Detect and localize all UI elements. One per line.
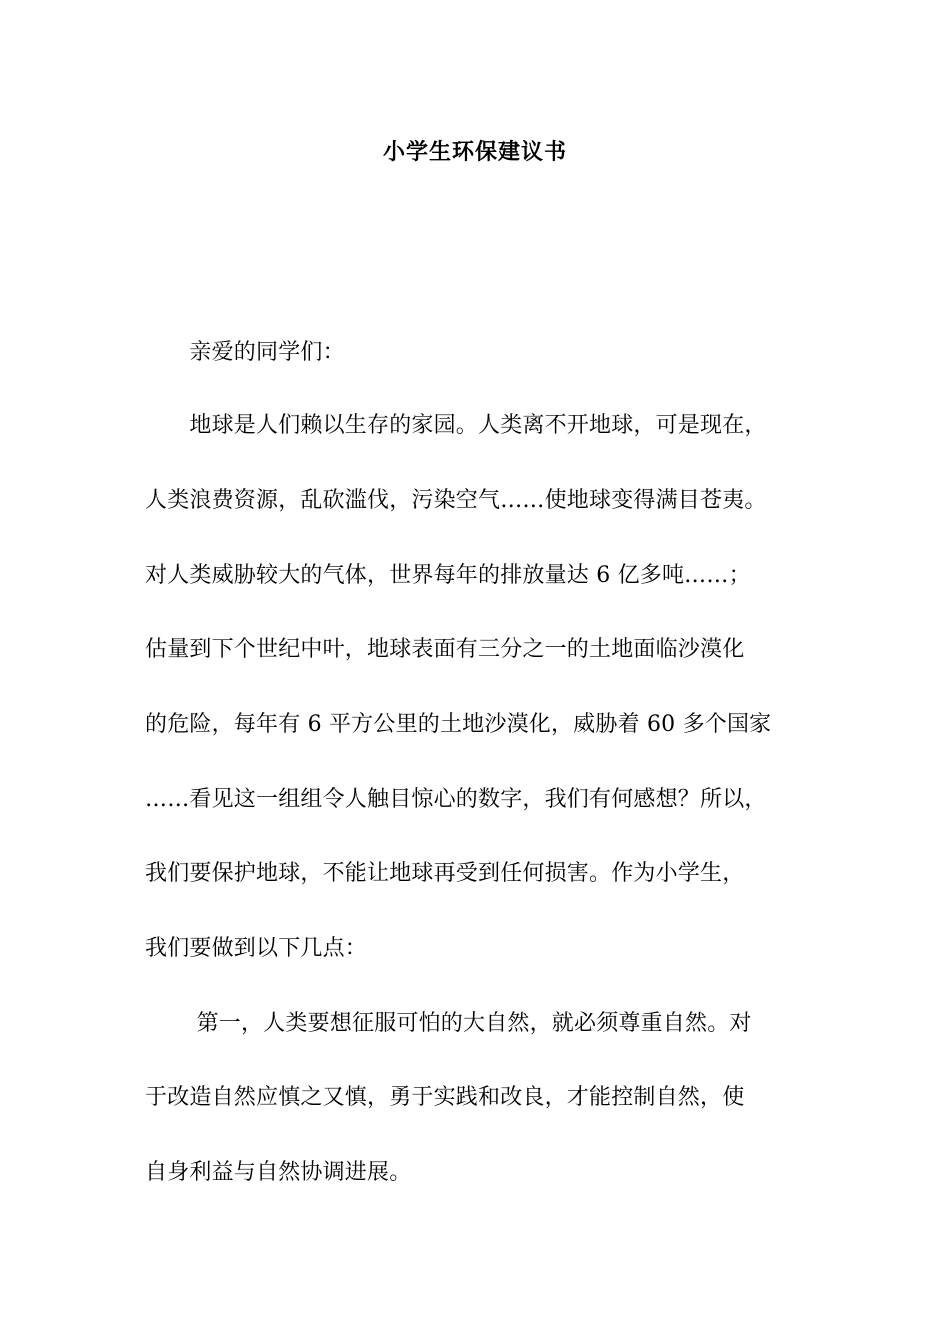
body-line: 估量到下个世纪中叶，地球表面有三分之一的土地面临沙漠化 (145, 637, 745, 662)
body-line: 自身利益与自然协调进展。 (145, 1160, 412, 1185)
body-line: 对人类威胁较大的气体，世界每年的排放量达 6 亿多吨……； (145, 563, 751, 588)
document-title: 小学生环保建议书 (382, 140, 567, 165)
body-line: 的危险，每年有 6 平方公里的土地沙漠化，威胁着 60 多个国家 (145, 712, 772, 737)
body-line: 人类浪费资源，乱砍滥伐，污染空气……使地球变得满目苍夷。 (145, 488, 767, 513)
body-line: 地球是人们赖以生存的家园。人类离不开地球，可是现在， (145, 413, 767, 438)
body-line: ……看见这一组组令人触目惊心的数字，我们有何感想？所以， (145, 787, 767, 812)
body-line: 第一，人类要想征服可怕的大自然，就必须尊重自然。对 (145, 1011, 752, 1036)
body-line: 亲爱的同学们： (145, 340, 345, 365)
body-line: 我们要做到以下几点： (145, 936, 368, 961)
body-line: 于改造自然应慎之又慎，勇于实践和改良，才能控制自然，使 (145, 1085, 745, 1110)
body-line: 我们要保护地球，不能让地球再受到任何损害。作为小学生， (145, 861, 745, 886)
